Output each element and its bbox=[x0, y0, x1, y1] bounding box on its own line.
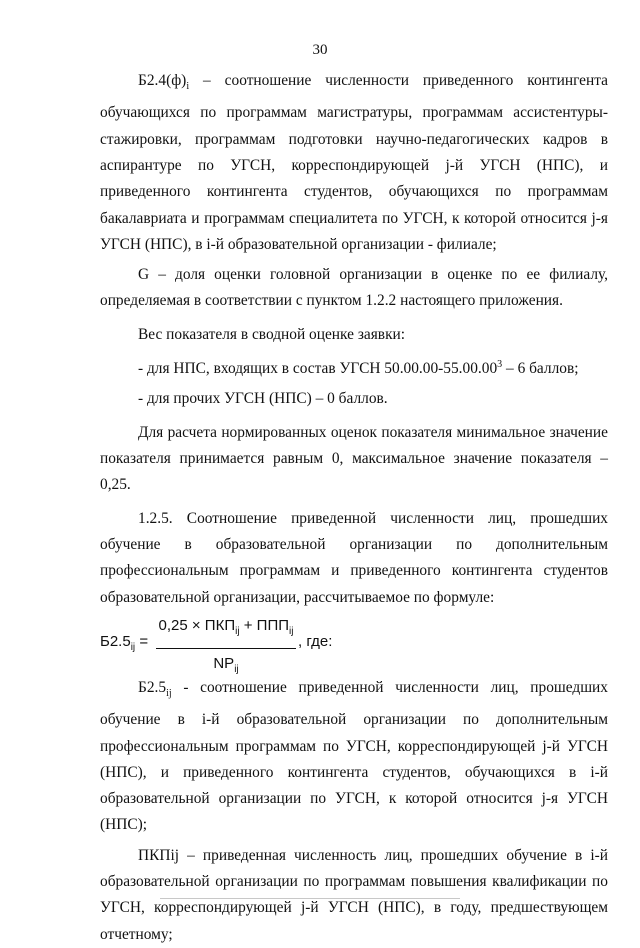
paragraph-b25-definition bbox=[100, 675, 608, 839]
paragraph-b24-definition bbox=[100, 68, 608, 258]
formula-tail: , где: bbox=[298, 632, 333, 650]
weight-item-1-value: – 6 баллов; bbox=[502, 360, 579, 378]
term-b24-subscript: i bbox=[186, 81, 190, 93]
denominator-subscript: ij bbox=[234, 664, 239, 676]
formula-lhs-subscript: ij bbox=[130, 641, 136, 653]
paragraph-weight-item-1 bbox=[100, 352, 608, 382]
paragraph-weight-heading: Вес показателя в сводной оценке заявки: bbox=[138, 325, 406, 343]
scan-edge-line bbox=[160, 898, 460, 899]
page-number: 30 bbox=[312, 42, 328, 58]
formula-lhs bbox=[100, 629, 148, 661]
paragraph-section-1-2-5: 1.2.5. Соотношение приведенной численности лиц, прошедших обучение в образовательной организации по дополнительным профессиональным программам и приведенного контингента студентов образовательной организации, рассчитываемое по формуле: bbox=[100, 509, 608, 606]
paragraph-pkp-definition: ПКПij – приведенная численность лиц, прошедших обучение в i-й образовательной организации по программам повышения квалификации по УГСН, корреспондирующей j-й УГСН (НПС), в году, предшествующем отчетному; bbox=[100, 846, 608, 943]
formula-b25 bbox=[100, 613, 608, 676]
numerator-term-a-subscript: ij bbox=[235, 625, 240, 637]
b25-definition-text: - соотношение приведенной численности лиц, прошедших обучение в i-й образовательной организации по дополнительным профессиональным программам по УГСН, корреспондирующей j-й УГСН (НПС), и приведенного контингента студентов, обучающихся в i-й образовательной организации по УГСН, к которой относится j-я УГСН (НПС); bbox=[100, 678, 608, 834]
document-body bbox=[100, 68, 608, 948]
numerator-term-a: 0,25 × ПКП bbox=[158, 616, 236, 634]
paragraph-g-definition: G – доля оценки головной организации в оценке по ее филиалу, определяемая в соответствии с пунктом 1.2.2 настоящего приложения. bbox=[100, 266, 608, 310]
formula-lhs-term: Б2.5 bbox=[100, 632, 131, 650]
paragraph-weight-item-2: - для прочих УГСН (НПС) – 0 баллов. bbox=[138, 390, 388, 408]
term-b25: Б2.5 bbox=[138, 678, 167, 696]
term-b25-subscript: ij bbox=[166, 687, 172, 699]
formula-denominator bbox=[156, 649, 296, 683]
denominator-term: NP bbox=[213, 655, 235, 673]
numerator-term-b-subscript: ij bbox=[289, 625, 294, 637]
numerator-term-b: + ППП bbox=[239, 616, 290, 634]
formula-numerator bbox=[156, 613, 296, 649]
footnote-marker: 3 bbox=[497, 359, 503, 371]
weight-item-1-text: - для НПС, входящих в состав УГСН 50.00.00-55.00.00 bbox=[138, 360, 498, 378]
term-b24: Б2.4(ф) bbox=[138, 72, 187, 89]
b24-definition-text: – соотношение численности приведенного контингента обучающихся по программам магистратуры, программам ассистентуры-стажировки, программам подготовки научно-педагогических кадров в аспирантуре по УГСН, корреспондирующей j-й УГСН (НПС), и приведенного контингента студентов, обучающихся по программам бакалавриата и программам специалитета по УГСН, к которой относится j-я УГСН (НПС), в i-й образовательной организации - филиале; bbox=[100, 72, 608, 253]
formula-fraction bbox=[156, 613, 296, 684]
paragraph-normalization: Для расчета нормированных оценок показателя минимальное значение показателя принимается равным 0, максимальное значение показателя – 0,25. bbox=[100, 423, 608, 494]
formula-equals: = bbox=[135, 632, 149, 650]
